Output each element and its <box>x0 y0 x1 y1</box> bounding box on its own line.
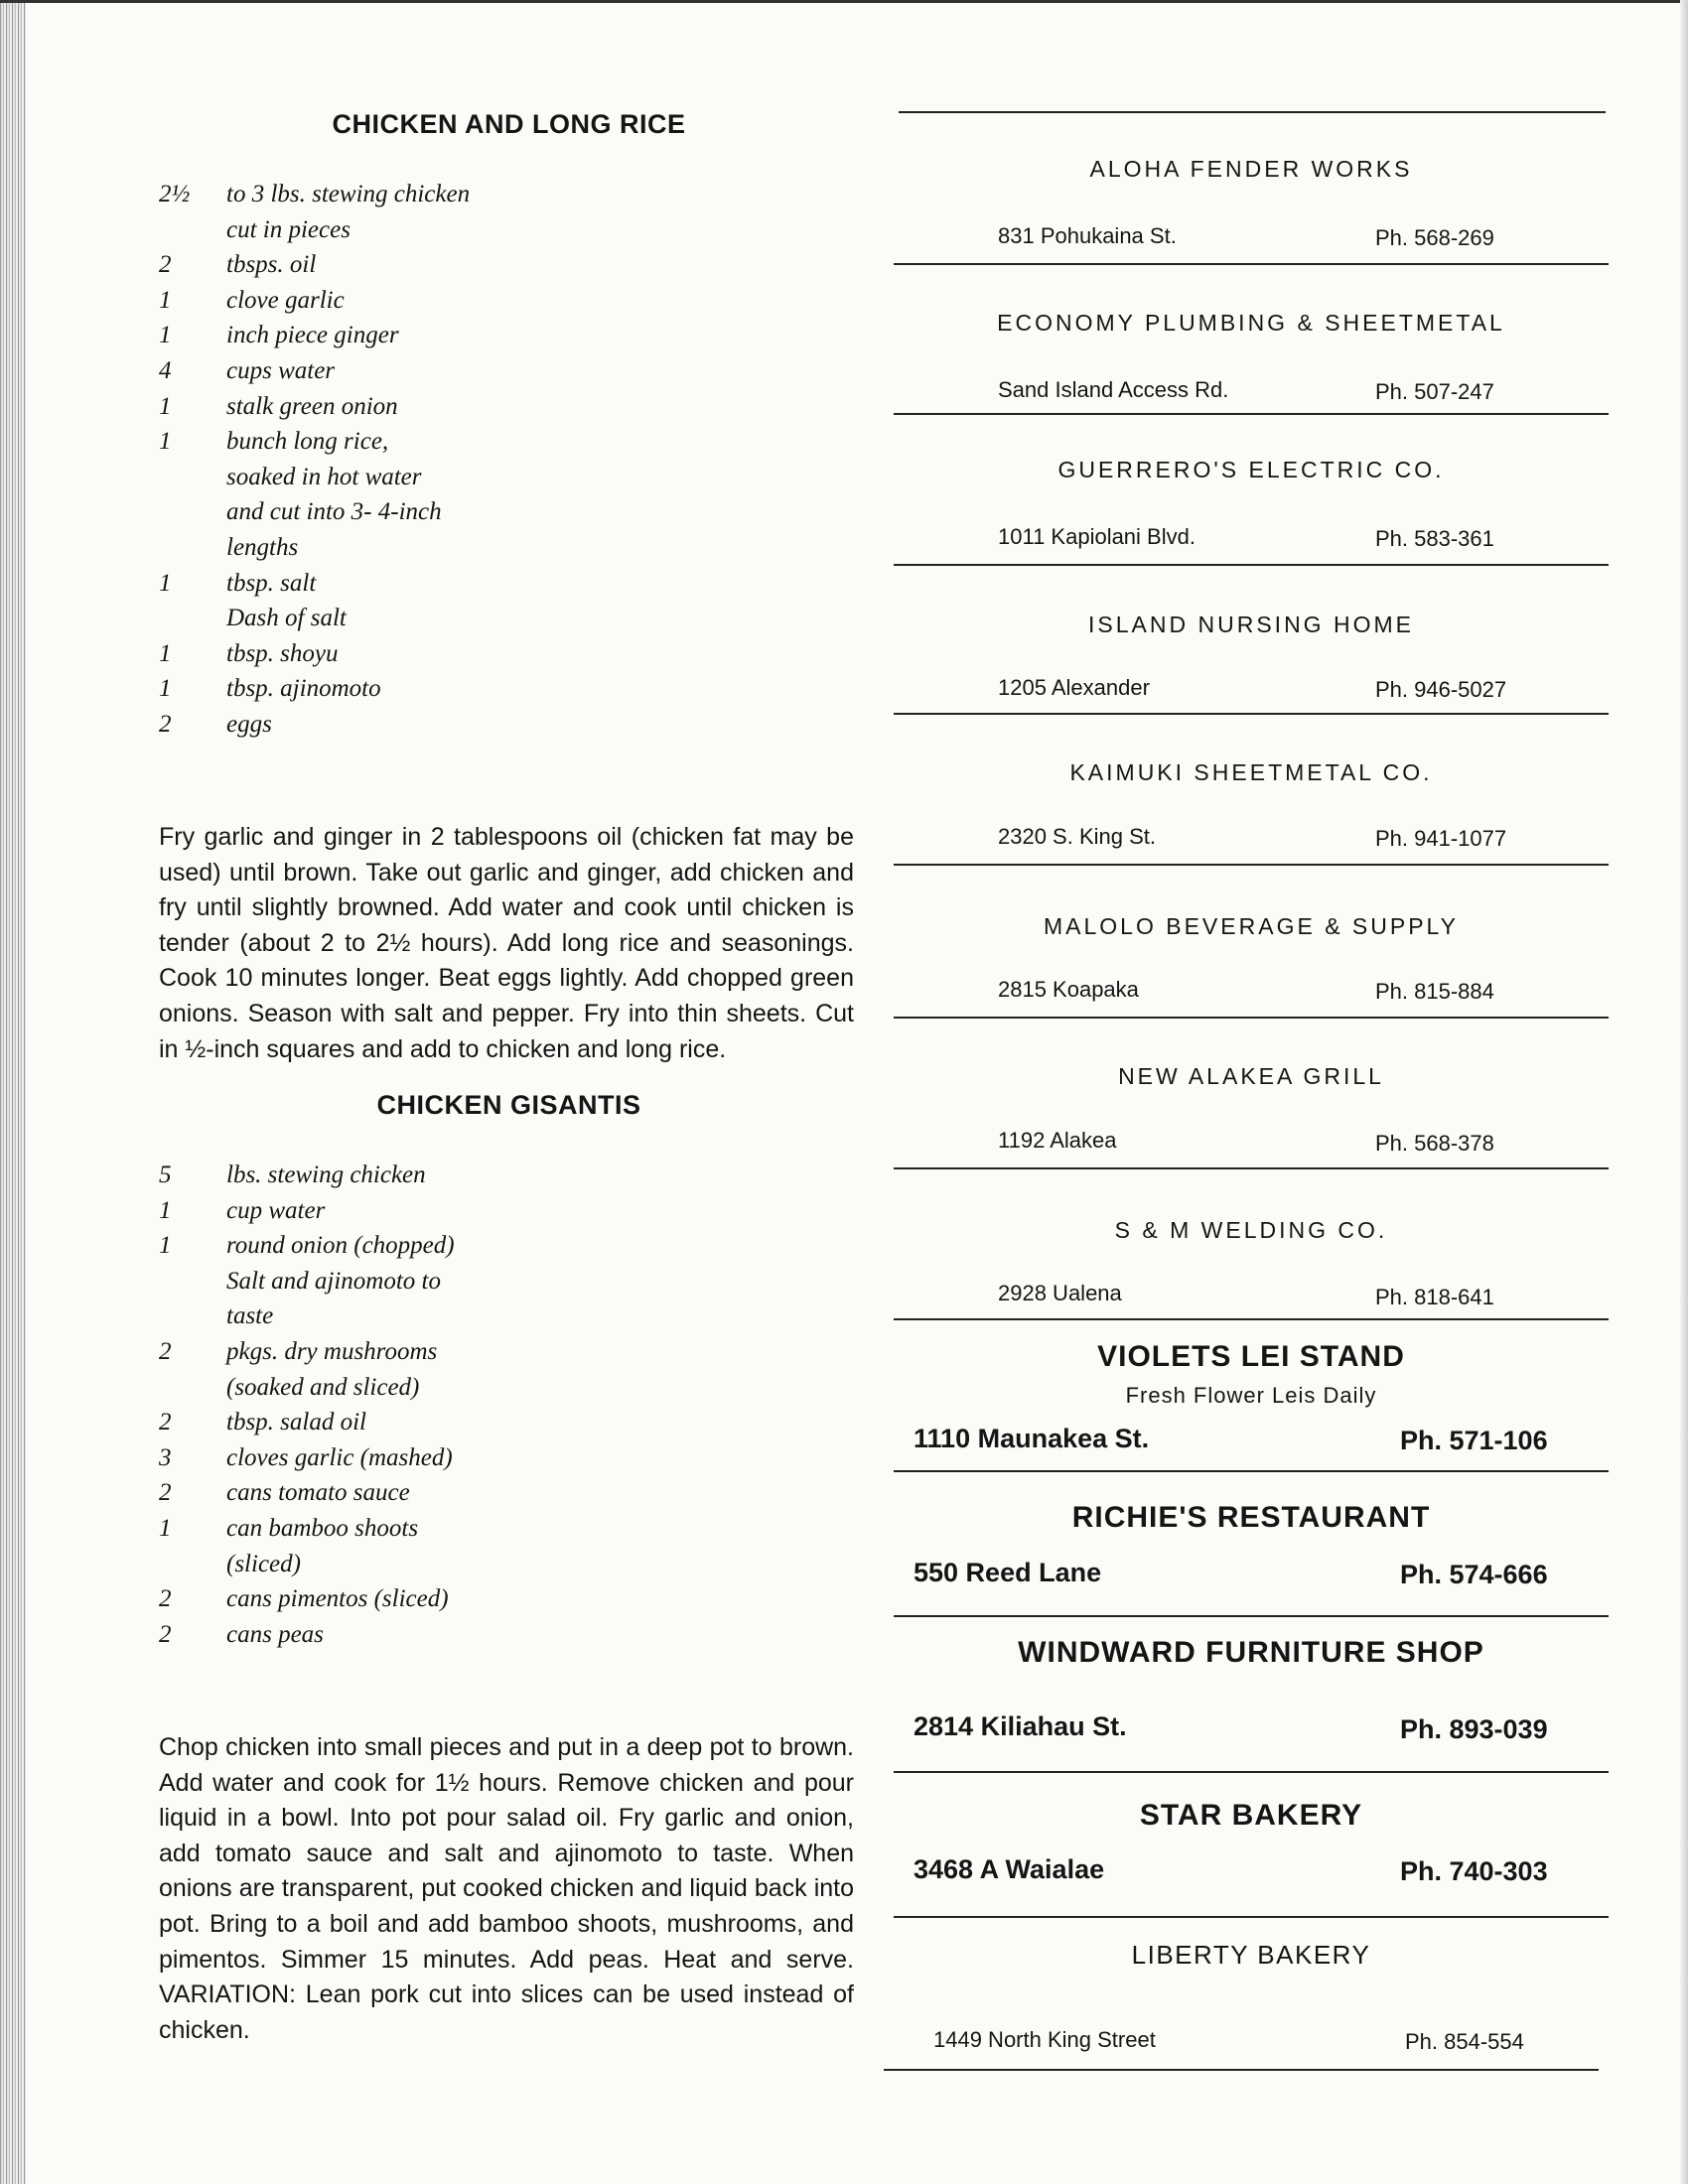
top-border <box>0 0 1688 3</box>
ingredient-row: 2 tbsps. oil <box>159 251 317 279</box>
ingredient-row: 1 round onion (chopped) <box>159 1232 455 1260</box>
ad-name: STAR BAKERY <box>1139 1799 1363 1832</box>
ad-divider <box>894 1470 1609 1472</box>
ad-phone: Ph. 574-666 <box>1400 1560 1548 1589</box>
ad-name: VIOLETS LEI STAND <box>1097 1340 1405 1373</box>
ad-phone: Ph. 854-554 <box>1405 2029 1524 2054</box>
ad-phone: Ph. 941-1077 <box>1375 826 1507 851</box>
ad-name: MALOLO BEVERAGE & SUPPLY <box>1044 913 1459 939</box>
ad-divider <box>884 2069 1599 2071</box>
ingredient-row: (soaked and sliced) <box>226 1373 420 1401</box>
ad-address: 2320 S. King St. <box>998 824 1156 849</box>
ad-phone: Ph. 583-361 <box>1375 526 1494 551</box>
recipe-title-chicken-long-rice: CHICKEN AND LONG RICE <box>332 109 686 139</box>
ad-name: LIBERTY BAKERY <box>1131 1940 1371 1970</box>
ingredient-row: 2½ to 3 lbs. stewing chicken <box>159 181 471 207</box>
right-page-edge <box>1680 0 1688 2184</box>
ingredient-row: taste <box>226 1302 274 1330</box>
ingredient-row: 1 tbsp. shoyu <box>159 639 339 667</box>
ad-divider <box>894 1318 1609 1320</box>
page-binding-edge <box>0 0 26 2184</box>
ad-name: ECONOMY PLUMBING & SHEETMETAL <box>997 310 1505 336</box>
ingredient-row: 2 cans peas <box>159 1620 324 1648</box>
ad-phone: Ph. 507-247 <box>1375 379 1494 404</box>
ad-divider <box>894 413 1609 415</box>
ad-address: 550 Reed Lane <box>914 1558 1102 1587</box>
ingredient-row: lengths <box>226 533 299 561</box>
ad-divider <box>894 263 1609 265</box>
ad-address: 2928 Ualena <box>998 1281 1122 1305</box>
ad-name: GUERRERO'S ELECTRIC CO. <box>1057 457 1445 482</box>
ad-divider <box>894 1771 1609 1773</box>
ad-name: WINDWARD FURNITURE SHOP <box>1018 1636 1484 1669</box>
ad-address: 831 Pohukaina St. <box>998 223 1177 248</box>
ad-address: Sand Island Access Rd. <box>998 377 1229 402</box>
ad-address: 1110 Maunakea St. <box>914 1424 1150 1453</box>
ingredient-row: (sliced) <box>226 1550 301 1577</box>
ingredient-row: 3 cloves garlic (mashed) <box>159 1443 453 1471</box>
ad-address: 1192 Alakea <box>998 1128 1117 1153</box>
ingredient-list-chicken-long-rice <box>159 181 715 747</box>
ad-phone: Ph. 571-106 <box>1400 1426 1548 1455</box>
ad-address: 1205 Alexander <box>998 675 1150 700</box>
ingredient-row: 2 cans pimentos (sliced) <box>159 1585 449 1613</box>
ad-address: 3468 A Waialae <box>914 1854 1105 1884</box>
ad-phone: Ph. 946-5027 <box>1375 677 1507 702</box>
ingredient-list-chicken-gisantis <box>159 1161 715 1656</box>
recipe-title-chicken-gisantis: CHICKEN GISANTIS <box>376 1090 641 1120</box>
ad-divider <box>894 564 1609 566</box>
ingredient-row: 4 cups water <box>159 356 336 384</box>
ingredient-row: 1 stalk green onion <box>159 392 398 420</box>
ingredient-row: 1 clove garlic <box>159 286 345 314</box>
ad-divider <box>894 864 1609 866</box>
ad-name: S & M WELDING CO. <box>1114 1217 1388 1243</box>
ad-top-rule <box>899 111 1606 113</box>
ad-divider <box>894 1167 1609 1169</box>
directions-chicken-gisantis: Chop chicken into small pieces and put in a deep pot to brown. Add water and cook for 1½ hours. Remove chicken and pour liquid in a bowl. Into pot pour salad oil. Fry garlic and onion, add tomato sauce and salt and ajinomoto to taste. When onions are transparent, put cooked chicken and liquid back into pot. Bring to a boil and add bamboo shoots, mushrooms, and pimentos. Simmer 15 minutes. Add peas. Heat and serve. VARIATION: Lean pork cut into slices can be used instead of chicken. <box>159 1733 854 2044</box>
ad-name: ISLAND NURSING HOME <box>1088 612 1414 637</box>
ad-address: 1011 Kapiolani Blvd. <box>998 524 1196 549</box>
ad-name: ALOHA FENDER WORKS <box>1089 156 1413 182</box>
ad-address: 2815 Koapaka <box>998 977 1139 1002</box>
ad-address: 2814 Kiliahau St. <box>914 1711 1127 1741</box>
ad-phone: Ph. 568-378 <box>1375 1131 1494 1156</box>
ad-divider <box>894 713 1609 715</box>
ad-name: NEW ALAKEA GRILL <box>1118 1063 1384 1089</box>
ingredient-row: Salt and ajinomoto to <box>226 1267 441 1295</box>
ad-name: KAIMUKI SHEETMETAL CO. <box>1069 759 1433 785</box>
ad-divider <box>894 1017 1609 1019</box>
ingredient-row: and cut into 3- 4-inch <box>226 498 442 526</box>
ingredient-row: 2 tbsp. salad oil <box>159 1409 366 1436</box>
ingredient-row: 1 tbsp. salt <box>159 569 317 597</box>
ingredient-row: 1 inch piece ginger <box>159 322 399 349</box>
ingredient-row: 1 cup water <box>159 1196 326 1224</box>
ad-divider <box>894 1916 1609 1918</box>
ingredient-row: 5 lbs. stewing chicken <box>159 1161 426 1188</box>
ingredient-row: cut in pieces <box>226 215 351 243</box>
ad-phone: Ph. 893-039 <box>1400 1714 1548 1744</box>
ad-divider <box>894 1615 1609 1617</box>
ingredient-row: soaked in hot water <box>226 463 422 490</box>
ingredient-row: Dash of salt <box>226 605 347 632</box>
directions-chicken-long-rice: Fry garlic and ginger in 2 tablespoons oil (chicken fat may be used) until brown. Take out garlic and ginger, add chicken and fry until slightly browned. Add water and cook until chicken is tender (about 2 to 2½ hours). Add long rice and seasonings. Cook 10 minutes longer. Beat eggs lightly. Add chopped green onions. Season with salt and pepper. Fry into thin sheets. Cut in ½-inch squares and add to chicken and long rice. <box>159 823 854 1063</box>
ingredient-row: 1 bunch long rice, <box>159 428 389 456</box>
ad-phone: Ph. 740-303 <box>1400 1856 1548 1886</box>
ingredient-row: 2 eggs <box>159 710 272 738</box>
ad-phone: Ph. 818-641 <box>1375 1285 1494 1309</box>
ingredient-row: 2 cans tomato sauce <box>159 1479 410 1507</box>
ingredient-row: 1 tbsp. ajinomoto <box>159 675 381 703</box>
ad-address: 1449 North King Street <box>933 2027 1156 2052</box>
ad-phone: Ph. 815-884 <box>1375 979 1494 1004</box>
ad-phone: Ph. 568-269 <box>1375 225 1494 250</box>
ad-name: RICHIE'S RESTAURANT <box>1071 1501 1431 1534</box>
ingredient-row: 1 can bamboo shoots <box>159 1514 419 1542</box>
ingredient-row: 2 pkgs. dry mushrooms <box>159 1337 438 1365</box>
ad-tagline: Fresh Flower Leis Daily <box>1125 1383 1377 1408</box>
